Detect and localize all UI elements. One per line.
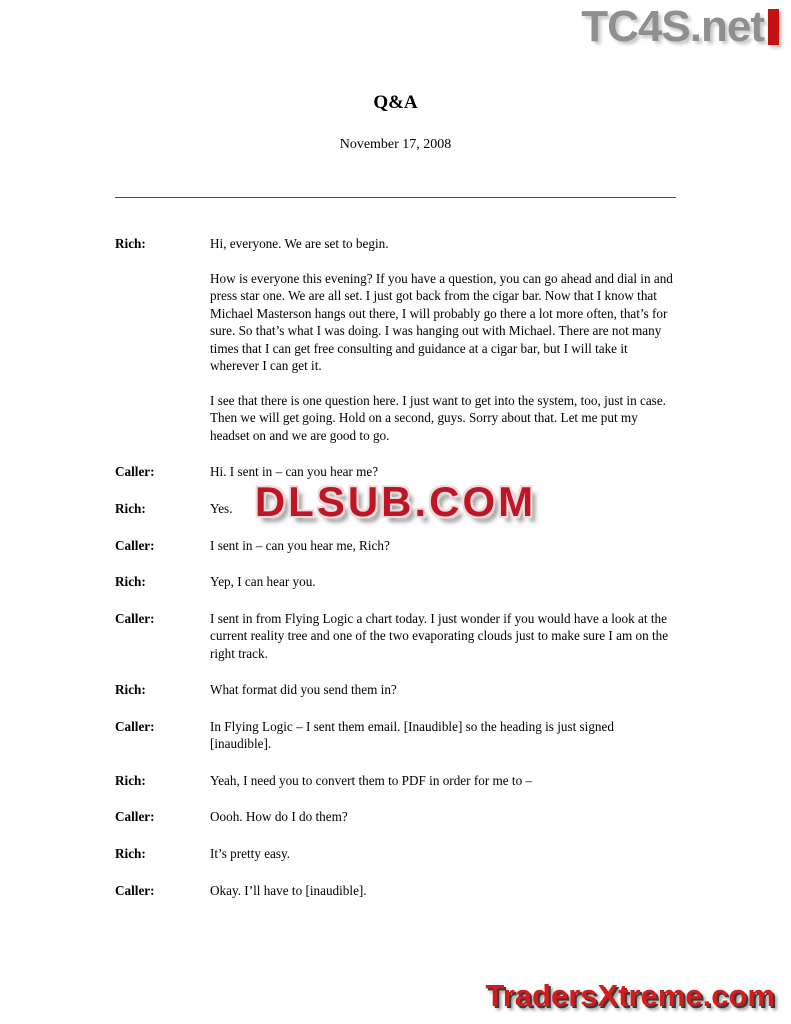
speech-text — [210, 537, 676, 555]
transcript-entry — [115, 681, 676, 699]
transcript-entry — [115, 882, 676, 900]
speaker-label: Rich: — [115, 501, 146, 517]
tradersxtreme-watermark: TradersXtreme.com — [485, 978, 775, 1013]
speech-paragraph: Yeah, I need you to convert them to PDF in order for me to – — [210, 772, 533, 788]
speech-text — [210, 573, 676, 591]
tc4s-watermark — [581, 2, 779, 52]
tc4s-red-bar-icon — [768, 9, 779, 45]
speech-paragraph: Hi, everyone. We are set to begin. — [210, 236, 389, 251]
page-title: Q&A — [373, 92, 418, 113]
speaker-label: Caller: — [115, 882, 155, 898]
speaker-label: Caller: — [115, 464, 155, 480]
speech-paragraph: I see that there is one question here. I just want to get into the system, too, just in case. Then we will get going. Hold on a second, guys. Sorry about that. Let me put my headset on and we are good to go. — [210, 392, 666, 443]
speaker-label: Rich: — [115, 236, 146, 251]
header-divider — [115, 197, 676, 198]
speaker-label: Caller: — [115, 809, 155, 825]
transcript-entry — [115, 610, 676, 663]
speech-paragraph: Yes. — [210, 501, 233, 517]
speech-text — [210, 882, 676, 900]
transcript — [115, 235, 676, 899]
dlsub-watermark: DLSUB.COM — [254, 478, 537, 525]
speech-paragraph: What format did you send them in? — [210, 682, 397, 698]
document-date: November 17, 2008 — [339, 137, 452, 152]
speaker-label: Caller: — [115, 718, 155, 734]
speech-text — [210, 845, 676, 863]
speaker-label: Caller: — [115, 610, 155, 626]
speech-paragraph: Oooh. How do I do them? — [210, 809, 348, 825]
speech-text — [210, 808, 676, 826]
transcript-entry — [115, 235, 676, 444]
speaker-label: Rich: — [115, 682, 146, 698]
speech-paragraph: How is everyone this evening? If you have a question, you can go ahead and dial in and press star one. We are all set. I just got back from the cigar bar. Now that I know that Michael Masterson hangs out there, I will probably go there a lot more often, that’s for sure. So that’s what I was doing. I was hanging out with Michael. There are not many times that I can get free consulting and guidance at a cigar bar, but I will take it wherever I can get it. — [210, 270, 673, 374]
tc4s-watermark-text: TC4S.net — [581, 2, 764, 51]
transcript-entry — [115, 573, 676, 591]
speaker-label: Rich: — [115, 574, 146, 590]
transcript-entry — [115, 772, 676, 790]
transcript-entry — [115, 845, 676, 863]
speech-paragraph: Hi. I sent in – can you hear me? — [210, 464, 379, 480]
transcript-entry — [115, 537, 676, 555]
transcript-entry — [115, 808, 676, 826]
speech-paragraph: I sent in – can you hear me, Rich? — [210, 537, 390, 553]
speech-text — [210, 681, 676, 699]
speech-paragraph: In Flying Logic – I sent them email. [Inaudible] so the heading is just signed [inaudible]. — [210, 718, 614, 752]
speech-paragraph: Okay. I’ll have to [inaudible]. — [210, 882, 367, 898]
transcript-entry — [115, 718, 676, 753]
speech-paragraph: I sent in from Flying Logic a chart today. I just wonder if you would have a look at the current reality tree and one of the two evaporating clouds just to make sure I am on the right track. — [210, 610, 669, 661]
speech-text — [210, 610, 676, 663]
speech-paragraph: Yep, I can hear you. — [210, 574, 316, 590]
speaker-label: Rich: — [115, 846, 146, 862]
speech-text — [210, 772, 676, 790]
speaker-label: Rich: — [115, 772, 146, 788]
speaker-label: Caller: — [115, 537, 155, 553]
speech-text — [210, 718, 676, 753]
speech-text — [210, 235, 676, 444]
speech-paragraph: It’s pretty easy. — [210, 846, 291, 862]
